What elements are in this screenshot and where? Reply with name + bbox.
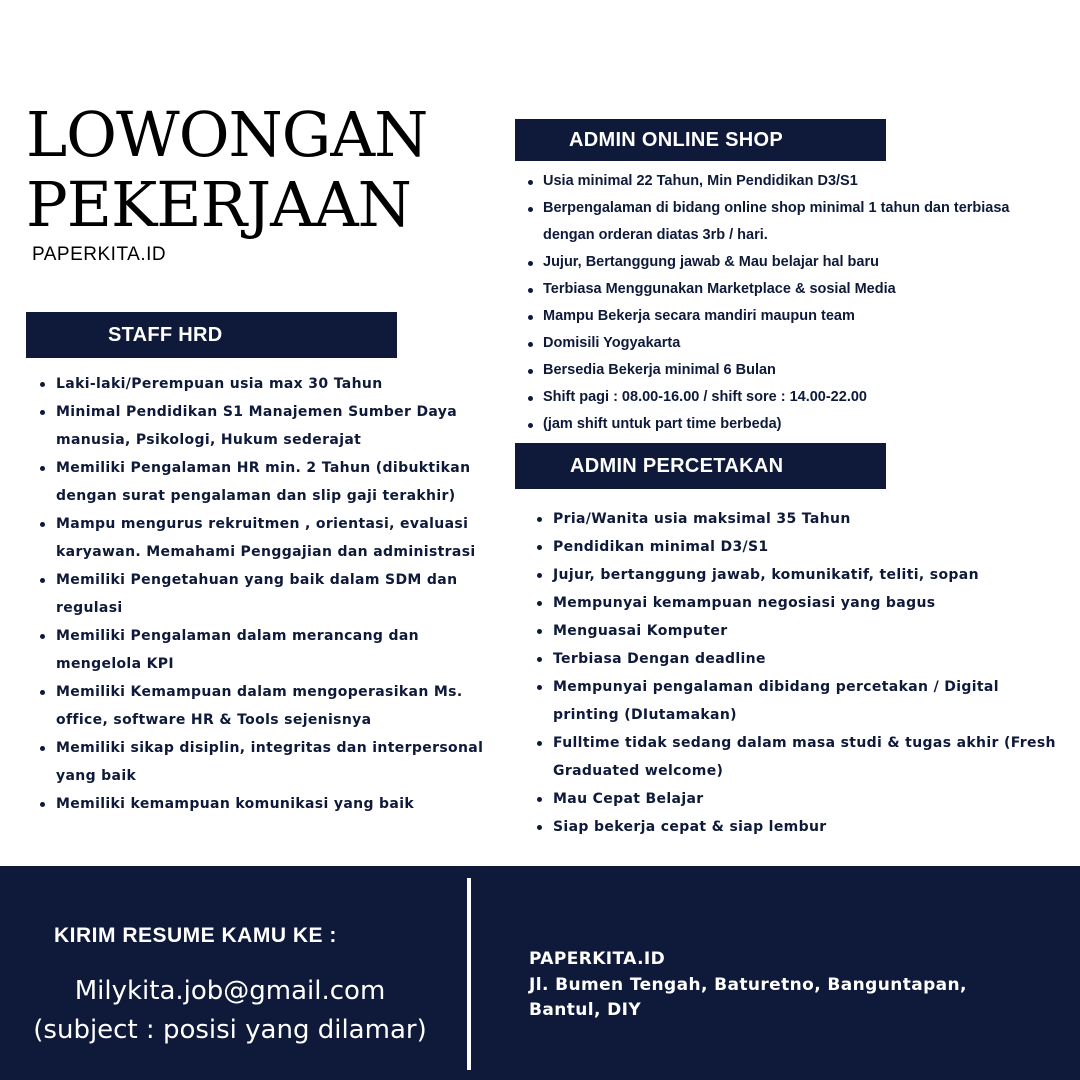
contact-footer <box>0 866 1080 1080</box>
address-line-1: Jl. Bumen Tengah, Baturetno, Banguntapan, <box>529 975 967 995</box>
list-item: (jam shift untuk part time berbeda) <box>543 411 1023 438</box>
list-item: Jujur, Bertanggung jawab & Mau belajar hal baru <box>543 249 1023 276</box>
title-line-1: LOWONGAN <box>26 98 428 171</box>
footer-divider <box>467 878 471 1070</box>
admin-online-shop-requirements <box>543 168 1023 438</box>
list-item: Memiliki Pengalaman HR min. 2 Tahun (dibuktikan dengan surat pengalaman dan slip gaji terakhir) <box>56 454 486 510</box>
page-title <box>26 100 427 240</box>
list-item: Memiliki sikap disiplin, integritas dan interpersonal yang baik <box>56 734 486 790</box>
staff-hrd-requirements <box>56 370 486 818</box>
list-item: Siap bekerja cepat & siap lembur <box>553 813 1063 841</box>
company-name: PAPERKITA.ID <box>529 949 666 969</box>
brand-name: PAPERKITA.ID <box>32 244 167 265</box>
list-item: Memiliki Kemampuan dalam mengoperasikan Ms. office, software HR & Tools sejenisnya <box>56 678 486 734</box>
list-item: Mampu Bekerja secara mandiri maupun team <box>543 303 1023 330</box>
list-item: Minimal Pendidikan S1 Manajemen Sumber Daya manusia, Psikologi, Hukum sederajat <box>56 398 486 454</box>
list-item: Mempunyai kemampuan negosiasi yang bagus <box>553 589 1063 617</box>
contact-email: Milykita.job@gmail.com <box>74 976 386 1006</box>
list-item: Shift pagi : 08.00-16.00 / shift sore : 14.00-22.00 <box>543 384 1023 411</box>
title-line-2: PEKERJAAN <box>26 168 411 241</box>
section-header-staff-hrd: STAFF HRD <box>26 312 397 358</box>
list-item: Bersedia Bekerja minimal 6 Bulan <box>543 357 1023 384</box>
list-item: Memiliki kemampuan komunikasi yang baik <box>56 790 486 818</box>
list-item: Berpengalaman di bidang online shop minimal 1 tahun dan terbiasa dengan orderan diatas 3rb / hari. <box>543 195 1023 249</box>
section-header-admin-online-shop: ADMIN ONLINE SHOP <box>515 119 886 161</box>
send-resume-heading: KIRIM RESUME KAMU KE : <box>54 924 337 947</box>
list-item: Jujur, bertanggung jawab, komunikatif, teliti, sopan <box>553 561 1063 589</box>
list-item: Memiliki Pengalaman dalam merancang dan mengelola KPI <box>56 622 486 678</box>
email-subject-note: (subject : posisi yang dilamar) <box>33 1015 427 1045</box>
list-item: Pendidikan minimal D3/S1 <box>553 533 1063 561</box>
list-item: Mampu mengurus rekruitmen , orientasi, evaluasi karyawan. Memahami Penggajian dan administrasi <box>56 510 486 566</box>
list-item: Menguasai Komputer <box>553 617 1063 645</box>
section-header-admin-percetakan: ADMIN PERCETAKAN <box>515 443 886 489</box>
list-item: Domisili Yogyakarta <box>543 330 1023 357</box>
list-item: Laki-laki/Perempuan usia max 30 Tahun <box>56 370 486 398</box>
address-line-2: Bantul, DIY <box>529 1000 642 1020</box>
list-item: Terbiasa Menggunakan Marketplace & sosial Media <box>543 276 1023 303</box>
list-item: Fulltime tidak sedang dalam masa studi & tugas akhir (Fresh Graduated welcome) <box>553 729 1063 785</box>
list-item: Usia minimal 22 Tahun, Min Pendidikan D3/S1 <box>543 168 1023 195</box>
list-item: Mau Cepat Belajar <box>553 785 1063 813</box>
list-item: Memiliki Pengetahuan yang baik dalam SDM dan regulasi <box>56 566 486 622</box>
list-item: Mempunyai pengalaman dibidang percetakan / Digital printing (DIutamakan) <box>553 673 1063 729</box>
list-item: Terbiasa Dengan deadline <box>553 645 1063 673</box>
admin-percetakan-requirements <box>553 505 1063 841</box>
list-item: Pria/Wanita usia maksimal 35 Tahun <box>553 505 1063 533</box>
